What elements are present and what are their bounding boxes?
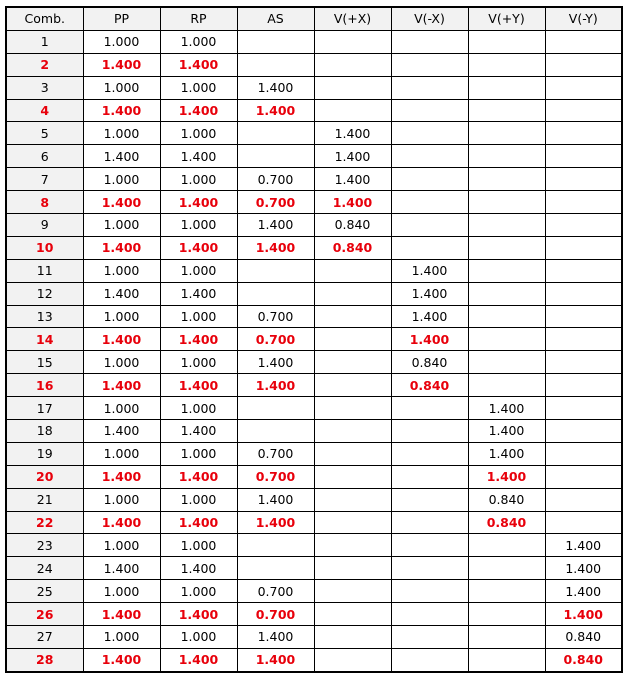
factor-cell-v-pos-y xyxy=(468,122,545,145)
factor-cell-v-neg-x xyxy=(391,191,468,214)
factor-cell-v-neg-x xyxy=(391,168,468,191)
factor-cell-pp: 1.400 xyxy=(83,420,160,443)
factor-cell-v-neg-y xyxy=(545,99,622,122)
factor-cell-as xyxy=(237,122,314,145)
factor-cell-pp: 1.400 xyxy=(83,191,160,214)
factor-cell-as xyxy=(237,145,314,168)
factor-cell-v-neg-x xyxy=(391,397,468,420)
factor-cell-v-neg-y: 1.400 xyxy=(545,534,622,557)
factor-cell-as xyxy=(237,53,314,76)
factor-cell-pp: 1.400 xyxy=(83,328,160,351)
factor-cell-v-pos-x xyxy=(314,351,391,374)
factor-cell-v-pos-x xyxy=(314,374,391,397)
factor-cell-rp: 1.400 xyxy=(160,328,237,351)
factor-cell-rp: 1.000 xyxy=(160,168,237,191)
factor-cell-as: 1.400 xyxy=(237,488,314,511)
comb-number-cell: 21 xyxy=(6,488,83,511)
factor-cell-as xyxy=(237,282,314,305)
factor-cell-rp: 1.000 xyxy=(160,626,237,649)
factor-cell-pp: 1.400 xyxy=(83,99,160,122)
factor-cell-v-pos-y: 1.400 xyxy=(468,397,545,420)
comb-number-cell: 2 xyxy=(6,53,83,76)
factor-cell-v-neg-x xyxy=(391,442,468,465)
factor-cell-v-neg-x xyxy=(391,511,468,534)
header-row xyxy=(6,7,622,30)
factor-cell-pp: 1.000 xyxy=(83,488,160,511)
factor-cell-rp: 1.000 xyxy=(160,442,237,465)
factor-cell-v-pos-y xyxy=(468,626,545,649)
factor-cell-as: 1.400 xyxy=(237,214,314,237)
factor-cell-as xyxy=(237,259,314,282)
factor-cell-rp: 1.400 xyxy=(160,191,237,214)
comb-number-cell: 15 xyxy=(6,351,83,374)
factor-cell-rp: 1.400 xyxy=(160,465,237,488)
table-row xyxy=(6,305,622,328)
comb-number-cell: 1 xyxy=(6,30,83,53)
factor-cell-pp: 1.000 xyxy=(83,397,160,420)
factor-cell-v-pos-y xyxy=(468,351,545,374)
factor-cell-v-neg-x xyxy=(391,122,468,145)
factor-cell-as: 0.700 xyxy=(237,603,314,626)
factor-cell-pp: 1.000 xyxy=(83,580,160,603)
factor-cell-as: 0.700 xyxy=(237,442,314,465)
comb-number-cell: 8 xyxy=(6,191,83,214)
factor-cell-v-pos-x xyxy=(314,30,391,53)
comb-number-cell: 4 xyxy=(6,99,83,122)
table-row xyxy=(6,511,622,534)
column-header-pp: PP xyxy=(83,7,160,30)
factor-cell-as xyxy=(237,30,314,53)
factor-cell-rp: 1.000 xyxy=(160,488,237,511)
factor-cell-as: 0.700 xyxy=(237,191,314,214)
table-row xyxy=(6,580,622,603)
factor-cell-pp: 1.400 xyxy=(83,603,160,626)
factor-cell-as xyxy=(237,397,314,420)
factor-cell-pp: 1.000 xyxy=(83,259,160,282)
factor-cell-v-pos-y xyxy=(468,53,545,76)
factor-cell-v-pos-y xyxy=(468,534,545,557)
factor-cell-as: 0.700 xyxy=(237,328,314,351)
factor-cell-v-pos-y xyxy=(468,236,545,259)
comb-number-cell: 7 xyxy=(6,168,83,191)
factor-cell-pp: 1.000 xyxy=(83,214,160,237)
factor-cell-v-pos-y xyxy=(468,603,545,626)
factor-cell-v-neg-y xyxy=(545,53,622,76)
factor-cell-v-pos-y xyxy=(468,305,545,328)
factor-cell-rp: 1.400 xyxy=(160,99,237,122)
factor-cell-v-neg-y xyxy=(545,259,622,282)
factor-cell-v-pos-y xyxy=(468,168,545,191)
comb-number-cell: 25 xyxy=(6,580,83,603)
factor-cell-v-neg-y xyxy=(545,76,622,99)
factor-cell-v-pos-x xyxy=(314,580,391,603)
factor-cell-v-neg-y: 0.840 xyxy=(545,626,622,649)
factor-cell-v-neg-y xyxy=(545,511,622,534)
factor-cell-as: 1.400 xyxy=(237,626,314,649)
factor-cell-as xyxy=(237,557,314,580)
table-row xyxy=(6,99,622,122)
factor-cell-v-pos-y xyxy=(468,328,545,351)
factor-cell-as: 1.400 xyxy=(237,351,314,374)
factor-cell-pp: 1.000 xyxy=(83,534,160,557)
factor-cell-v-neg-x xyxy=(391,236,468,259)
comb-number-cell: 20 xyxy=(6,465,83,488)
factor-cell-v-pos-x xyxy=(314,488,391,511)
factor-cell-v-pos-y: 1.400 xyxy=(468,420,545,443)
comb-number-cell: 11 xyxy=(6,259,83,282)
factor-cell-v-neg-x: 1.400 xyxy=(391,328,468,351)
table-row xyxy=(6,420,622,443)
factor-cell-v-neg-y xyxy=(545,145,622,168)
factor-cell-as: 1.400 xyxy=(237,374,314,397)
table-body xyxy=(6,30,622,671)
factor-cell-v-pos-x: 1.400 xyxy=(314,191,391,214)
factor-cell-rp: 1.400 xyxy=(160,557,237,580)
factor-cell-v-neg-y xyxy=(545,305,622,328)
factor-cell-rp: 1.400 xyxy=(160,236,237,259)
factor-cell-v-pos-x xyxy=(314,420,391,443)
comb-number-cell: 13 xyxy=(6,305,83,328)
comb-number-cell: 17 xyxy=(6,397,83,420)
factor-cell-v-neg-y: 0.840 xyxy=(545,648,622,671)
factor-cell-v-pos-x xyxy=(314,305,391,328)
factor-cell-v-neg-y: 1.400 xyxy=(545,557,622,580)
factor-cell-v-neg-x xyxy=(391,488,468,511)
factor-cell-rp: 1.400 xyxy=(160,603,237,626)
table-row xyxy=(6,488,622,511)
factor-cell-v-pos-y xyxy=(468,374,545,397)
factor-cell-v-pos-y xyxy=(468,99,545,122)
factor-cell-pp: 1.400 xyxy=(83,236,160,259)
factor-cell-rp: 1.000 xyxy=(160,351,237,374)
table-row xyxy=(6,351,622,374)
factor-cell-v-pos-x xyxy=(314,648,391,671)
factor-cell-v-pos-y xyxy=(468,282,545,305)
combinations-table xyxy=(5,6,623,673)
factor-cell-pp: 1.400 xyxy=(83,282,160,305)
factor-cell-v-neg-x: 1.400 xyxy=(391,305,468,328)
table-row xyxy=(6,626,622,649)
factor-cell-as: 1.400 xyxy=(237,76,314,99)
table-row xyxy=(6,397,622,420)
table-row xyxy=(6,191,622,214)
factor-cell-v-neg-y xyxy=(545,236,622,259)
comb-number-cell: 18 xyxy=(6,420,83,443)
factor-cell-v-neg-y xyxy=(545,168,622,191)
factor-cell-v-neg-x xyxy=(391,53,468,76)
factor-cell-pp: 1.000 xyxy=(83,122,160,145)
factor-cell-v-pos-y xyxy=(468,30,545,53)
table-row xyxy=(6,328,622,351)
factor-cell-rp: 1.000 xyxy=(160,259,237,282)
factor-cell-as: 1.400 xyxy=(237,236,314,259)
factor-cell-v-neg-y: 1.400 xyxy=(545,580,622,603)
factor-cell-v-neg-x xyxy=(391,145,468,168)
factor-cell-pp: 1.000 xyxy=(83,626,160,649)
column-header-comb: Comb. xyxy=(6,7,83,30)
comb-number-cell: 10 xyxy=(6,236,83,259)
factor-cell-v-neg-x: 0.840 xyxy=(391,374,468,397)
table-row xyxy=(6,442,622,465)
factor-cell-v-neg-y xyxy=(545,420,622,443)
factor-cell-v-neg-y xyxy=(545,282,622,305)
factor-cell-as: 0.700 xyxy=(237,168,314,191)
factor-cell-v-neg-x xyxy=(391,580,468,603)
factor-cell-v-pos-x xyxy=(314,465,391,488)
table-row xyxy=(6,30,622,53)
column-header-v-neg-x: V(-X) xyxy=(391,7,468,30)
factor-cell-v-neg-x: 0.840 xyxy=(391,351,468,374)
factor-cell-v-neg-x xyxy=(391,30,468,53)
factor-cell-v-neg-x xyxy=(391,534,468,557)
factor-cell-as: 1.400 xyxy=(237,511,314,534)
factor-cell-v-pos-y: 0.840 xyxy=(468,511,545,534)
column-header-rp: RP xyxy=(160,7,237,30)
factor-cell-v-neg-x xyxy=(391,76,468,99)
factor-cell-pp: 1.400 xyxy=(83,511,160,534)
factor-cell-pp: 1.400 xyxy=(83,374,160,397)
factor-cell-v-pos-x: 0.840 xyxy=(314,236,391,259)
factor-cell-v-pos-x xyxy=(314,557,391,580)
factor-cell-rp: 1.000 xyxy=(160,214,237,237)
factor-cell-v-neg-y xyxy=(545,30,622,53)
comb-number-cell: 23 xyxy=(6,534,83,557)
factor-cell-pp: 1.000 xyxy=(83,351,160,374)
table-row xyxy=(6,465,622,488)
factor-cell-v-pos-x: 1.400 xyxy=(314,168,391,191)
table-row xyxy=(6,168,622,191)
table-row xyxy=(6,603,622,626)
factor-cell-pp: 1.400 xyxy=(83,145,160,168)
table-row xyxy=(6,53,622,76)
table-row xyxy=(6,282,622,305)
factor-cell-rp: 1.400 xyxy=(160,374,237,397)
factor-cell-v-pos-y xyxy=(468,191,545,214)
factor-cell-pp: 1.400 xyxy=(83,648,160,671)
factor-cell-v-pos-x xyxy=(314,603,391,626)
factor-cell-v-neg-x xyxy=(391,465,468,488)
factor-cell-v-pos-x xyxy=(314,328,391,351)
comb-number-cell: 26 xyxy=(6,603,83,626)
table-row xyxy=(6,214,622,237)
comb-number-cell: 6 xyxy=(6,145,83,168)
factor-cell-as xyxy=(237,534,314,557)
factor-cell-pp: 1.400 xyxy=(83,53,160,76)
factor-cell-pp: 1.000 xyxy=(83,442,160,465)
comb-number-cell: 28 xyxy=(6,648,83,671)
factor-cell-as: 0.700 xyxy=(237,305,314,328)
factor-cell-v-pos-x xyxy=(314,511,391,534)
factor-cell-v-pos-y: 1.400 xyxy=(468,465,545,488)
factor-cell-as: 1.400 xyxy=(237,648,314,671)
factor-cell-v-neg-x xyxy=(391,557,468,580)
factor-cell-v-neg-y xyxy=(545,488,622,511)
factor-cell-v-neg-x: 1.400 xyxy=(391,259,468,282)
factor-cell-v-pos-y: 0.840 xyxy=(468,488,545,511)
table-row xyxy=(6,648,622,671)
table-row xyxy=(6,534,622,557)
factor-cell-as: 0.700 xyxy=(237,465,314,488)
factor-cell-v-pos-x xyxy=(314,53,391,76)
factor-cell-v-neg-y xyxy=(545,328,622,351)
table-row xyxy=(6,557,622,580)
factor-cell-v-pos-y xyxy=(468,557,545,580)
factor-cell-pp: 1.000 xyxy=(83,168,160,191)
factor-cell-rp: 1.000 xyxy=(160,580,237,603)
comb-number-cell: 22 xyxy=(6,511,83,534)
comb-number-cell: 14 xyxy=(6,328,83,351)
column-header-as: AS xyxy=(237,7,314,30)
factor-cell-v-pos-x: 1.400 xyxy=(314,145,391,168)
factor-cell-v-pos-x: 1.400 xyxy=(314,122,391,145)
factor-cell-pp: 1.000 xyxy=(83,305,160,328)
factor-cell-v-neg-x xyxy=(391,214,468,237)
factor-cell-rp: 1.000 xyxy=(160,76,237,99)
factor-cell-v-neg-y xyxy=(545,397,622,420)
comb-number-cell: 5 xyxy=(6,122,83,145)
comb-number-cell: 16 xyxy=(6,374,83,397)
table-row xyxy=(6,236,622,259)
factor-cell-v-neg-y xyxy=(545,351,622,374)
factor-cell-v-neg-x xyxy=(391,603,468,626)
factor-cell-as: 1.400 xyxy=(237,99,314,122)
factor-cell-rp: 1.400 xyxy=(160,53,237,76)
factor-cell-v-neg-y xyxy=(545,191,622,214)
factor-cell-as xyxy=(237,420,314,443)
factor-cell-v-pos-y: 1.400 xyxy=(468,442,545,465)
factor-cell-v-pos-x xyxy=(314,282,391,305)
comb-number-cell: 9 xyxy=(6,214,83,237)
factor-cell-v-pos-y xyxy=(468,648,545,671)
factor-cell-rp: 1.000 xyxy=(160,305,237,328)
factor-cell-v-pos-y xyxy=(468,214,545,237)
factor-cell-v-neg-x xyxy=(391,99,468,122)
factor-cell-v-pos-x xyxy=(314,442,391,465)
factor-cell-pp: 1.400 xyxy=(83,557,160,580)
factor-cell-v-pos-x xyxy=(314,626,391,649)
factor-cell-pp: 1.000 xyxy=(83,30,160,53)
factor-cell-v-neg-x: 1.400 xyxy=(391,282,468,305)
factor-cell-v-pos-x xyxy=(314,259,391,282)
factor-cell-v-pos-x: 0.840 xyxy=(314,214,391,237)
factor-cell-rp: 1.000 xyxy=(160,122,237,145)
factor-cell-rp: 1.400 xyxy=(160,511,237,534)
factor-cell-pp: 1.000 xyxy=(83,76,160,99)
factor-cell-v-neg-x xyxy=(391,648,468,671)
table-header xyxy=(6,7,622,30)
table-row xyxy=(6,374,622,397)
factor-cell-v-neg-y xyxy=(545,442,622,465)
factor-cell-rp: 1.400 xyxy=(160,420,237,443)
factor-cell-v-pos-y xyxy=(468,145,545,168)
factor-cell-v-pos-x xyxy=(314,534,391,557)
factor-cell-v-neg-y xyxy=(545,374,622,397)
factor-cell-as: 0.700 xyxy=(237,580,314,603)
factor-cell-v-neg-y xyxy=(545,465,622,488)
column-header-v-neg-y: V(-Y) xyxy=(545,7,622,30)
factor-cell-v-pos-x xyxy=(314,397,391,420)
factor-cell-v-pos-y xyxy=(468,76,545,99)
factor-cell-v-neg-y: 1.400 xyxy=(545,603,622,626)
table-row xyxy=(6,76,622,99)
column-header-v-pos-y: V(+Y) xyxy=(468,7,545,30)
column-header-v-pos-x: V(+X) xyxy=(314,7,391,30)
factor-cell-rp: 1.000 xyxy=(160,30,237,53)
factor-cell-v-pos-x xyxy=(314,99,391,122)
factor-cell-v-neg-y xyxy=(545,214,622,237)
factor-cell-pp: 1.400 xyxy=(83,465,160,488)
factor-cell-rp: 1.400 xyxy=(160,145,237,168)
table-row xyxy=(6,145,622,168)
comb-number-cell: 19 xyxy=(6,442,83,465)
factor-cell-rp: 1.400 xyxy=(160,648,237,671)
factor-cell-v-pos-x xyxy=(314,76,391,99)
factor-cell-rp: 1.000 xyxy=(160,397,237,420)
table-row xyxy=(6,122,622,145)
factor-cell-rp: 1.400 xyxy=(160,282,237,305)
table-row xyxy=(6,259,622,282)
factor-cell-v-neg-y xyxy=(545,122,622,145)
comb-number-cell: 3 xyxy=(6,76,83,99)
factor-cell-rp: 1.000 xyxy=(160,534,237,557)
comb-number-cell: 27 xyxy=(6,626,83,649)
factor-cell-v-pos-y xyxy=(468,259,545,282)
factor-cell-v-neg-x xyxy=(391,626,468,649)
factor-cell-v-pos-y xyxy=(468,580,545,603)
factor-cell-v-neg-x xyxy=(391,420,468,443)
comb-number-cell: 24 xyxy=(6,557,83,580)
comb-number-cell: 12 xyxy=(6,282,83,305)
